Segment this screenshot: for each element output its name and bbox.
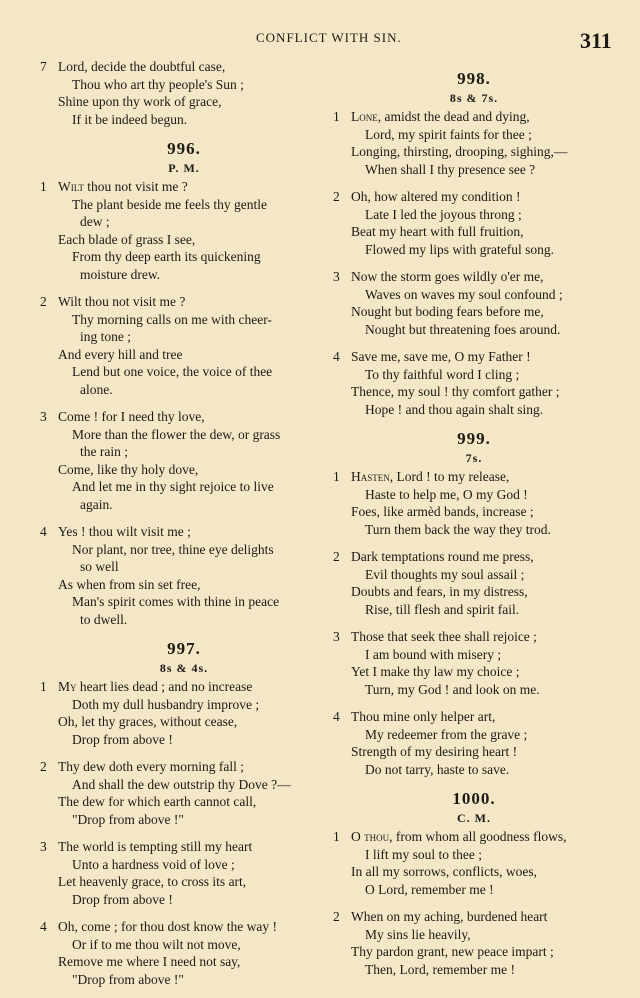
stanza xyxy=(40,178,328,283)
verse-text: Strength of my desiring heart ! xyxy=(351,744,518,759)
verse-text: Nought but boding fears before me, xyxy=(351,304,544,319)
stanza-number: 2 xyxy=(333,549,340,564)
verse-line xyxy=(333,126,615,144)
verse-text: The dew for which earth cannot call, xyxy=(58,794,257,809)
verse-line xyxy=(40,776,328,794)
verse-text: When shall I thy presence see ? xyxy=(365,161,536,177)
verse-line xyxy=(40,328,328,346)
verse-text: In all my sorrows, conflicts, woes, xyxy=(351,864,537,879)
verse-text: Late I led the joyous throng ; xyxy=(365,206,522,222)
verse-text: Then, Lord, remember me ! xyxy=(365,961,515,977)
verse-line xyxy=(333,348,615,366)
stanza xyxy=(333,628,615,698)
verse-line xyxy=(40,478,328,496)
verse-line xyxy=(40,248,328,266)
verse-text: My redeemer from the grave ; xyxy=(365,726,528,742)
verse-text: Yes ! thou wilt visit me ; xyxy=(58,524,191,539)
verse-line xyxy=(40,611,328,629)
verse-text: Remove me where I need not say, xyxy=(58,954,241,969)
verse-text: Flowed my lips with grateful song. xyxy=(365,241,554,257)
hymn-number: 998. xyxy=(457,69,491,88)
verse-line xyxy=(333,366,615,384)
verse-text: Thy morning calls on me with cheer- xyxy=(72,311,272,327)
stanza-number: 2 xyxy=(40,294,47,309)
stanza-number: 2 xyxy=(333,909,340,924)
verse-line xyxy=(333,108,615,126)
verse-line xyxy=(333,646,615,664)
verse-line xyxy=(40,873,328,891)
verse-text: Thou mine only helper art, xyxy=(351,709,496,724)
verse-text: When on my aching, burdened heart xyxy=(351,909,548,924)
verse-line xyxy=(40,971,328,989)
stanza xyxy=(40,523,328,628)
verse-line xyxy=(333,583,615,601)
verse-line xyxy=(40,953,328,971)
verse-text: Those that seek thee shall rejoice ; xyxy=(351,629,537,644)
verse-line xyxy=(333,206,615,224)
verse-text: dew ; xyxy=(80,214,110,229)
hymn-meter: 8s & 7s. xyxy=(449,91,499,105)
verse-line xyxy=(333,401,615,419)
verse-text: Turn, my God ! and look on me. xyxy=(365,681,540,697)
verse-text: Hope ! and thou again shalt sing. xyxy=(365,401,544,417)
verse-line xyxy=(333,383,615,401)
verse-text: Foes, like armèd bands, increase ; xyxy=(351,504,534,519)
verse-line xyxy=(40,58,328,76)
verse-text: Doubts and fears, in my distress, xyxy=(351,584,528,599)
hymn-meter: C. M. xyxy=(457,811,491,825)
verse-line xyxy=(40,461,328,479)
verse-line xyxy=(333,223,615,241)
stanza-number: 4 xyxy=(333,349,340,364)
left-column xyxy=(40,58,328,998)
stanza xyxy=(40,758,328,828)
verse-text: Evil thoughts my soul assail ; xyxy=(365,566,525,582)
verse-line xyxy=(333,161,615,179)
page-number: 311 xyxy=(580,28,612,53)
verse-line xyxy=(333,303,615,321)
hymn-number: 1000. xyxy=(452,789,496,808)
stanza xyxy=(40,678,328,748)
verse-line xyxy=(333,241,615,259)
stanza-number: 2 xyxy=(40,759,47,774)
verse-text: , Lord ! to my release, xyxy=(389,469,510,484)
verse-line xyxy=(333,601,615,619)
initial-word: Hasten xyxy=(351,469,390,484)
initial-word: O thou xyxy=(351,829,390,844)
verse-line xyxy=(40,758,328,776)
verse-line xyxy=(40,76,328,94)
verse-text: Do not tarry, haste to save. xyxy=(365,761,510,777)
verse-line xyxy=(333,663,615,681)
verse-line xyxy=(40,523,328,541)
verse-line xyxy=(333,681,615,699)
verse-line xyxy=(333,268,615,286)
verse-text: "Drop from above !" xyxy=(72,971,184,987)
verse-text: Unto a hardness void of love ; xyxy=(72,856,235,872)
verse-text: Lord, decide the doubtful case, xyxy=(58,59,226,74)
verse-text: Rise, till flesh and spirit fail. xyxy=(365,601,520,617)
verse-line xyxy=(333,908,615,926)
stanza xyxy=(333,468,615,538)
verse-line xyxy=(333,521,615,539)
verse-line xyxy=(333,566,615,584)
stanza-number: 1 xyxy=(333,829,340,844)
initial-word: Wilt xyxy=(58,179,84,194)
hymn-number: 996. xyxy=(167,139,201,158)
verse-text: Doth my dull husbandry improve ; xyxy=(72,696,260,712)
verse-line xyxy=(333,828,615,846)
verse-text: The plant beside me feels thy gentle xyxy=(72,196,267,212)
initial-word: My xyxy=(58,679,77,694)
verse-text: again. xyxy=(80,496,113,512)
stanza xyxy=(333,908,615,978)
hymn-meter: P. M. xyxy=(168,161,200,175)
verse-line xyxy=(40,811,328,829)
verse-text: As when from sin set free, xyxy=(58,576,201,592)
verse-line xyxy=(333,708,615,726)
verse-text: Oh, let thy graces, without cease, xyxy=(58,714,238,729)
verse-line xyxy=(40,311,328,329)
stanza xyxy=(40,58,328,128)
stanza xyxy=(40,408,328,513)
verse-text: Drop from above ! xyxy=(72,731,173,747)
verse-line xyxy=(40,576,328,594)
verse-text: Oh, come ; for thou dost know the way ! xyxy=(58,919,277,934)
verse-text: so well xyxy=(80,559,119,574)
verse-line xyxy=(333,503,615,521)
verse-line xyxy=(40,496,328,514)
verse-line xyxy=(333,726,615,744)
verse-text: to dwell. xyxy=(80,611,128,627)
stanza-number: 3 xyxy=(40,839,47,854)
verse-line xyxy=(333,881,615,899)
verse-text: Thy pardon grant, new peace impart ; xyxy=(351,944,554,959)
verse-line xyxy=(40,558,328,576)
verse-text: Haste to help me, O my God ! xyxy=(365,486,528,502)
stanza-number: 1 xyxy=(333,469,340,484)
verse-line xyxy=(40,231,328,249)
stanza-number: 1 xyxy=(333,109,340,124)
verse-text: Or if to me thou wilt not move, xyxy=(72,936,241,952)
verse-text: Wilt thou not visit me ? xyxy=(58,294,186,309)
verse-line xyxy=(40,178,328,196)
verse-text: , amidst the dead and dying, xyxy=(377,109,530,124)
verse-line xyxy=(333,548,615,566)
verse-line xyxy=(40,93,328,111)
hymn-meter: 7s. xyxy=(465,451,483,465)
verse-line xyxy=(40,838,328,856)
stanza xyxy=(333,268,615,338)
verse-text: Yet I make thy law my choice ; xyxy=(351,664,520,679)
verse-text: Lord, my spirit faints for thee ; xyxy=(365,126,532,142)
stanza-number: 2 xyxy=(333,189,340,204)
running-title: CONFLICT WITH SIN. xyxy=(256,30,402,45)
stanza xyxy=(333,108,615,178)
verse-text: More than the flower the dew, or grass xyxy=(72,426,281,442)
verse-line xyxy=(333,143,615,161)
verse-text: heart lies dead ; and no increase xyxy=(76,679,253,694)
verse-text: , from whom all goodness flows, xyxy=(389,829,567,844)
verse-line xyxy=(40,713,328,731)
verse-text: My sins lie heavily, xyxy=(365,926,471,942)
verse-text: I am bound with misery ; xyxy=(365,646,502,662)
hymn-number: 997. xyxy=(167,639,201,658)
verse-text: Thence, my soul ! thy comfort gather ; xyxy=(351,384,560,399)
verse-text: thou not visit me ? xyxy=(83,179,188,194)
stanza xyxy=(333,708,615,778)
stanza xyxy=(333,348,615,418)
verse-line xyxy=(40,443,328,461)
hymn-meter: 8s & 4s. xyxy=(159,661,209,675)
verse-text: And shall the dew outstrip thy Dove ?— xyxy=(72,776,291,792)
stanza xyxy=(333,548,615,618)
verse-text: the rain ; xyxy=(80,444,128,459)
stanza xyxy=(333,188,615,258)
verse-line xyxy=(333,188,615,206)
stanza-number: 4 xyxy=(40,919,47,934)
verse-line xyxy=(333,468,615,486)
verse-text: O Lord, remember me ! xyxy=(365,881,494,897)
verse-line xyxy=(40,196,328,214)
stanza-number: 4 xyxy=(333,709,340,724)
verse-text: ing tone ; xyxy=(80,329,131,344)
hymn-number: 999. xyxy=(457,429,491,448)
verse-text: Drop from above ! xyxy=(72,891,173,907)
verse-text: "Drop from above !" xyxy=(72,811,184,827)
verse-line xyxy=(40,541,328,559)
verse-line xyxy=(333,761,615,779)
verse-line xyxy=(333,628,615,646)
verse-text: Oh, how altered my condition ! xyxy=(351,189,521,204)
stanza-number: 3 xyxy=(333,269,340,284)
verse-text: And let me in thy sight rejoice to live xyxy=(72,479,274,494)
verse-text: Lend but one voice, the voice of thee xyxy=(72,364,273,379)
verse-text: Let heavenly grace, to cross its art, xyxy=(58,874,247,889)
verse-text: From thy deep earth its quickening xyxy=(72,249,261,264)
verse-text: alone. xyxy=(80,381,113,397)
verse-text: Waves on waves my soul confound ; xyxy=(365,286,563,302)
stanza xyxy=(40,293,328,398)
verse-line xyxy=(40,678,328,696)
verse-text: Dark temptations round me press, xyxy=(351,549,534,564)
verse-text: To thy faithful word I cling ; xyxy=(365,366,520,382)
stanza-number: 3 xyxy=(333,629,340,644)
verse-line xyxy=(40,918,328,936)
verse-text: Beat my heart with full fruition, xyxy=(351,224,524,239)
verse-text: The world is tempting still my heart xyxy=(58,839,253,854)
verse-text: Thy dew doth every morning fall ; xyxy=(58,759,244,774)
verse-line xyxy=(40,696,328,714)
verse-text: And every hill and tree xyxy=(58,346,183,362)
stanza xyxy=(40,918,328,988)
stanza-number: 7 xyxy=(40,59,47,74)
stanza-number: 1 xyxy=(40,679,47,694)
verse-text: moisture drew. xyxy=(80,266,161,282)
stanza xyxy=(333,828,615,898)
initial-word: Lone xyxy=(351,109,378,124)
verse-line xyxy=(40,213,328,231)
verse-text: Come ! for I need thy love, xyxy=(58,409,205,424)
verse-line xyxy=(333,846,615,864)
verse-line xyxy=(333,863,615,881)
right-column xyxy=(333,58,615,988)
verse-text: Thou who art thy people's Sun ; xyxy=(72,76,244,92)
verse-text: Nor plant, nor tree, thine eye delights xyxy=(72,541,274,557)
verse-text: Now the storm goes wildly o'er me, xyxy=(351,269,544,284)
stanza xyxy=(40,838,328,908)
verse-line xyxy=(40,793,328,811)
verse-line xyxy=(333,286,615,304)
verse-line xyxy=(333,943,615,961)
verse-line xyxy=(40,293,328,311)
stanza-number: 1 xyxy=(40,179,47,194)
page-header xyxy=(0,0,640,56)
verse-line xyxy=(333,961,615,979)
verse-line xyxy=(333,743,615,761)
verse-text: I lift my soul to thee ; xyxy=(365,846,482,862)
verse-text: If it be indeed begun. xyxy=(72,111,188,127)
verse-line xyxy=(40,936,328,954)
verse-line xyxy=(40,111,328,129)
verse-line xyxy=(40,363,328,381)
verse-line xyxy=(40,346,328,364)
verse-line xyxy=(333,486,615,504)
verse-line xyxy=(40,266,328,284)
verse-text: Nought but threatening foes around. xyxy=(365,321,561,337)
verse-line xyxy=(40,593,328,611)
verse-line xyxy=(333,321,615,339)
verse-line xyxy=(333,926,615,944)
verse-line xyxy=(40,408,328,426)
verse-text: Each blade of grass I see, xyxy=(58,231,196,247)
stanza-number: 3 xyxy=(40,409,47,424)
verse-text: Come, like thy holy dove, xyxy=(58,461,199,477)
verse-text: Save me, save me, O my Father ! xyxy=(351,349,531,364)
verse-line xyxy=(40,381,328,399)
stanza-number: 4 xyxy=(40,524,47,539)
verse-line xyxy=(40,891,328,909)
verse-text: Longing, thirsting, drooping, sighing,— xyxy=(351,144,568,159)
verse-line xyxy=(40,731,328,749)
verse-text: Man's spirit comes with thine in peace xyxy=(72,594,280,609)
verse-text: Shine upon thy work of grace, xyxy=(58,94,222,109)
verse-line xyxy=(40,426,328,444)
verse-line xyxy=(40,856,328,874)
verse-text: Turn them back the way they trod. xyxy=(365,521,551,537)
